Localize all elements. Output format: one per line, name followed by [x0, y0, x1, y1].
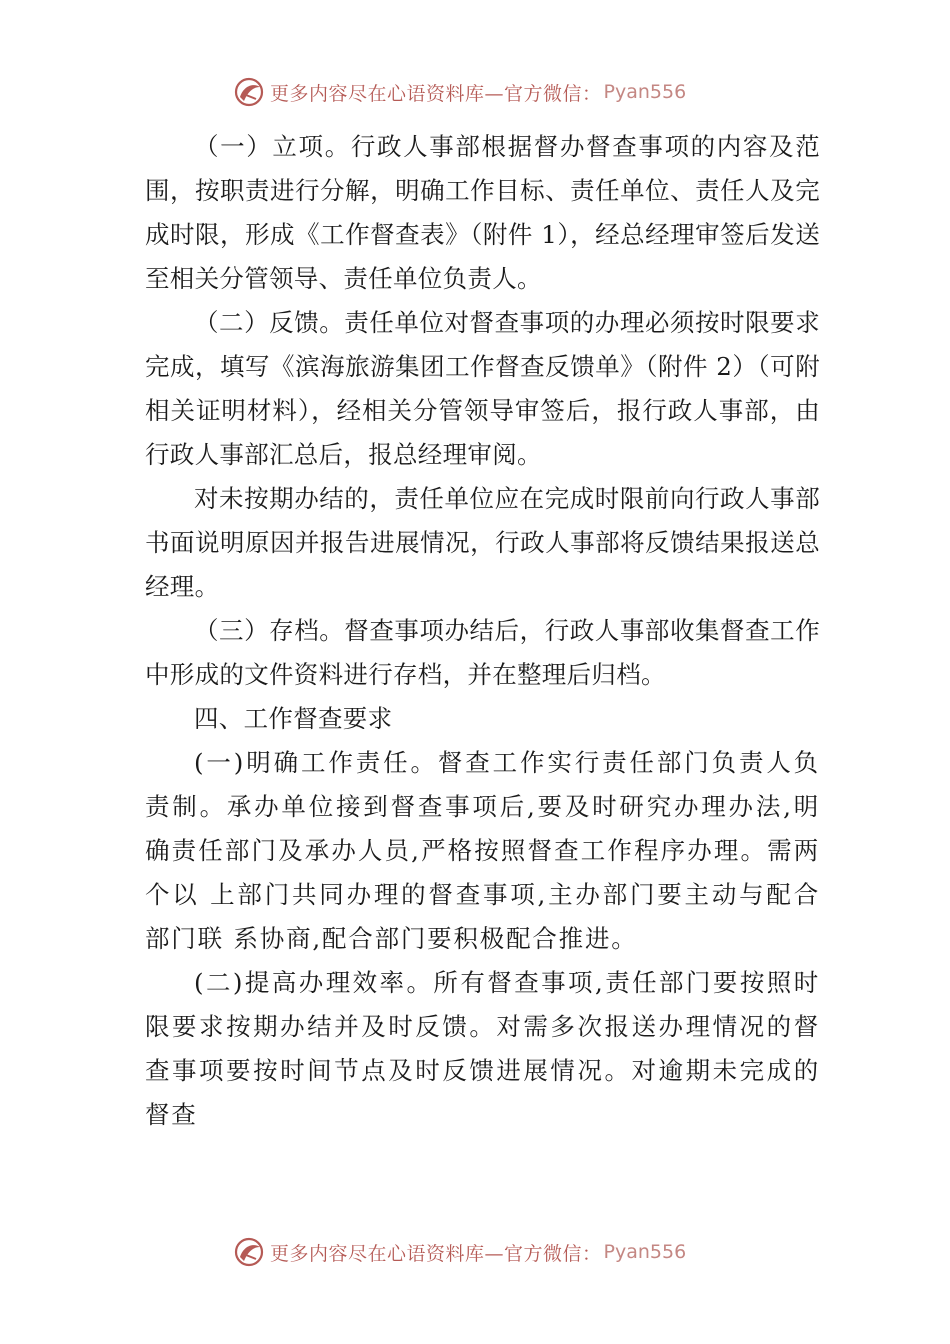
paragraph-project-setup: （一）立项。行政人事部根据督办督查事项的内容及范围，按职责进行分解，明确工作目标、责任单位、责任人及完成时限，形成《工作督查表》（附件 1），经总经理审签后发送至相关分管领导、责任单位负责人。 [145, 132, 820, 293]
header-banner-id: Pyan556 [603, 81, 687, 103]
paragraph-feedback: （二）反馈。责任单位对督查事项的办理必须按时限要求完成，填写《滨海旅游集团工作督查反馈单》（附件 2）（可附相关证明材料），经相关分管领导审签后，报行政人事部，由行政人事部汇总后，报总经理审阅。 [145, 308, 820, 469]
footer-banner-text: 更多内容尽在心语资料库—官方微信： [270, 1242, 602, 1265]
logo-icon [232, 1235, 266, 1269]
footer-banner [232, 1232, 686, 1272]
paragraph-responsibility: (一)明确工作责任。督查工作实行责任部门负责人负责制。承办单位接到督查事项后,要及时研究办理办法,明确责任部门及承办人员,严格按照督查工作程序办理。需两个以 上部门共同办理的督查事项,主办部门要主动与配合部门联 系协商,配合部门要积极配合推进。 [145, 748, 820, 953]
logo-icon [232, 75, 266, 109]
footer-banner-id: Pyan556 [603, 1241, 687, 1263]
paragraph-archive: （三）存档。督查事项办结后，行政人事部收集督查工作中形成的文件资料进行存档，并在整理后归档。 [145, 616, 820, 689]
section-heading: 四、工作督查要求 [194, 704, 393, 733]
document-body [145, 125, 820, 1137]
header-banner [232, 72, 686, 112]
paragraph-overdue: 对未按期办结的，责任单位应在完成时限前向行政人事部书面说明原因并报告进展情况，行政人事部将反馈结果报送总经理。 [145, 484, 820, 601]
header-banner-text: 更多内容尽在心语资料库—官方微信： [270, 82, 602, 105]
paragraph-efficiency: (二)提高办理效率。所有督查事项,责任部门要按照时限要求按期办结并及时反馈。对需多次报送办理情况的督查事项要按时间节点及时反馈进展情况。对逾期未完成的督查 [145, 968, 820, 1129]
